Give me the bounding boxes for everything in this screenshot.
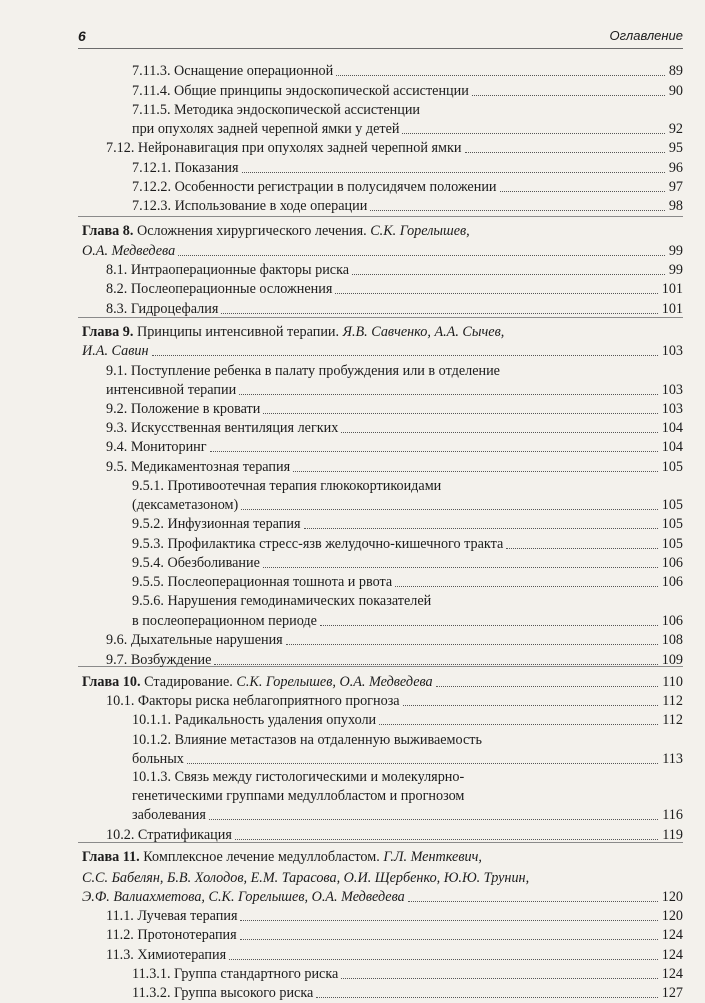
page-ref: 109 — [661, 652, 683, 668]
toc-entry[interactable] — [0, 381, 705, 400]
toc-entry-title: С.С. Бабелян, Б.В. Холодов, Е.М. Тарасова, О.И. Щербенко, Ю.Ю. Трунин, — [82, 870, 530, 886]
page-ref: 95 — [668, 140, 683, 156]
toc-entry[interactable] — [0, 139, 705, 158]
page-ref: 120 — [661, 908, 683, 924]
dot-leader — [240, 920, 657, 921]
dot-leader — [214, 664, 657, 665]
toc-entry[interactable] — [0, 965, 705, 984]
toc-entry-title: 7.12. Нейронавигация при опухолях задней черепной ямки — [106, 140, 462, 156]
toc-entry-title: (дексаметазоном) — [132, 497, 239, 513]
toc-entry-title: 10.1.3. Связь между гистологическими и молекулярно- — [132, 769, 465, 785]
toc-entry-title: интенсивной терапии — [106, 382, 237, 398]
toc-entry-title: 11.3. Химиотерапия — [106, 947, 227, 963]
page-ref: 104 — [661, 420, 683, 436]
toc-entry-title: 9.5.4. Обезболивание — [132, 555, 260, 571]
toc-entry-title: 9.5.3. Профилактика стресс-язв желудочно-кишечного тракта — [132, 536, 504, 552]
page-ref: 104 — [661, 439, 683, 455]
toc-entry[interactable] — [0, 612, 705, 631]
toc-entry[interactable] — [0, 787, 705, 806]
toc-entry[interactable] — [0, 197, 705, 216]
toc-entry[interactable] — [0, 535, 705, 554]
toc-entry[interactable] — [0, 419, 705, 438]
toc-entry-title: 9.5.1. Противоотечная терапия глюкокортикоидами — [132, 478, 442, 494]
toc-entry[interactable] — [0, 731, 705, 750]
dot-leader — [239, 394, 658, 395]
toc-entry-title: 8.2. Послеоперационные осложнения — [106, 281, 333, 297]
toc-entry-title: 7.11.4. Общие принципы эндоскопической ассистенции — [132, 83, 469, 99]
running-title: Оглавление — [609, 28, 683, 43]
toc-entry-title — [82, 323, 504, 342]
toc-entry[interactable] — [0, 926, 705, 945]
page-ref: 105 — [661, 459, 683, 475]
page-number: 6 — [78, 28, 86, 44]
dot-leader — [379, 724, 658, 725]
toc-entry[interactable] — [0, 651, 705, 670]
toc-entry-title: при опухолях задней черепной ямки у детей — [132, 121, 400, 137]
page-ref: 92 — [668, 121, 683, 137]
dot-leader — [178, 255, 665, 256]
toc-chapter-entry[interactable] — [0, 673, 705, 692]
toc-entry-title: 10.1. Факторы риска неблагоприятного прогноза — [106, 693, 400, 709]
dot-leader — [263, 413, 657, 414]
dot-leader — [320, 625, 658, 626]
dot-leader — [304, 528, 658, 529]
toc-entry-title: 7.12.3. Использование в ходе операции — [132, 198, 368, 214]
toc-entry-title: 7.12.1. Показания — [132, 160, 239, 176]
toc-entry-title: в послеоперационном периоде — [132, 613, 317, 629]
toc-entry-title: 7.12.2. Особенности регистрации в полусидячем положении — [132, 179, 497, 195]
dot-leader — [241, 509, 657, 510]
page-ref: 106 — [661, 555, 683, 571]
dot-leader — [286, 644, 658, 645]
page-ref: 101 — [661, 281, 683, 297]
toc-entry-title: заболевания — [132, 807, 206, 823]
toc-entry-title: 7.11.3. Оснащение операционной — [132, 63, 334, 79]
running-header — [78, 26, 683, 48]
dot-leader — [352, 274, 665, 275]
chapter-authors: С.К. Горелышев, О.А. Медведева — [236, 674, 433, 690]
dot-leader — [395, 586, 658, 587]
page-ref: 113 — [662, 751, 683, 767]
page-ref: 119 — [662, 827, 683, 843]
toc-entry-title: 8.3. Гидроцефалия — [106, 301, 219, 317]
toc-entry-title — [82, 673, 433, 692]
dot-leader — [229, 959, 658, 960]
toc-entry-title: 10.2. Стратификация — [106, 827, 232, 843]
page-ref: 101 — [661, 301, 683, 317]
page-ref: 108 — [661, 632, 683, 648]
toc-entry-title: 9.3. Искусственная вентиляция легких — [106, 420, 339, 436]
toc-chapter-entry[interactable] — [0, 323, 705, 342]
page-ref: 106 — [661, 574, 683, 590]
toc-entry-title: 7.11.5. Методика эндоскопической ассистенции — [132, 102, 421, 118]
page-ref: 103 — [661, 382, 683, 398]
page-ref: 105 — [661, 536, 683, 552]
toc-entry-title: 9.5. Медикаментозная терапия — [106, 459, 291, 475]
toc-entry[interactable] — [0, 342, 705, 361]
toc-entry-title: Э.Ф. Валиахметова, С.К. Горелышев, О.А. Медведева — [82, 889, 405, 905]
toc-entry-title: О.А. Медведева — [82, 243, 176, 259]
page-ref: 116 — [662, 807, 683, 823]
toc-entry-title: 11.3.1. Группа стандартного риска — [132, 966, 339, 982]
page-ref: 105 — [661, 497, 683, 513]
page-ref: 103 — [661, 401, 683, 417]
toc-entry[interactable] — [0, 120, 705, 139]
toc-chapter-entry[interactable] — [0, 222, 705, 241]
dot-leader — [240, 939, 658, 940]
dot-leader — [341, 432, 657, 433]
chapter-label: Глава 10. — [82, 674, 141, 690]
toc-entry[interactable] — [0, 750, 705, 769]
dot-leader — [336, 75, 665, 76]
dot-leader — [500, 191, 665, 192]
toc-entry-title: 8.1. Интраоперационные факторы риска — [106, 262, 350, 278]
toc-entry-title: И.А. Савин — [82, 343, 149, 359]
toc-entry[interactable] — [0, 261, 705, 280]
toc-entry[interactable] — [0, 806, 705, 825]
page-ref: 127 — [661, 985, 683, 1001]
dot-leader — [152, 355, 658, 356]
toc-entry-title: генетическими группами медуллобластом и прогнозом — [132, 788, 465, 804]
page-ref: 97 — [668, 179, 683, 195]
toc-entry[interactable] — [0, 869, 705, 888]
chapter-title: Осложнения хирургического лечения. — [136, 223, 367, 239]
chapter-label: Глава 9. — [82, 324, 134, 340]
dot-leader — [210, 451, 658, 452]
chapter-label: Глава 8. — [82, 223, 134, 239]
page-ref: 105 — [661, 516, 683, 532]
toc-entry[interactable] — [0, 515, 705, 534]
page-ref: 112 — [662, 693, 683, 709]
toc-entry[interactable] — [0, 242, 705, 261]
page-ref: 98 — [668, 198, 683, 214]
page-ref: 110 — [662, 674, 683, 690]
toc-entry[interactable] — [0, 946, 705, 965]
toc-entry-title: 11.3.2. Группа высокого риска — [132, 985, 314, 1001]
toc-entry[interactable] — [0, 711, 705, 730]
page-ref: 124 — [661, 947, 683, 963]
chapter-authors: Я.В. Савченко, А.А. Сычев, — [342, 324, 505, 340]
toc-entry[interactable] — [0, 458, 705, 477]
dot-leader — [235, 839, 658, 840]
page-ref: 120 — [661, 889, 683, 905]
dot-leader — [402, 133, 664, 134]
toc-entry-title: 9.5.6. Нарушения гемодинамических показателей — [132, 593, 432, 609]
dot-leader — [408, 901, 658, 902]
dot-leader — [436, 686, 659, 687]
toc-entry-title: 11.1. Лучевая терапия — [106, 908, 238, 924]
toc-entry-title — [82, 848, 482, 867]
dot-leader — [187, 763, 658, 764]
dot-leader — [465, 152, 665, 153]
header-rule — [78, 48, 683, 49]
toc-entry[interactable] — [0, 300, 705, 319]
dot-leader — [506, 548, 657, 549]
toc-entry-title: 9.7. Возбуждение — [106, 652, 212, 668]
chapter-authors: Г.Л. Менткевич, — [383, 849, 482, 865]
toc-entry[interactable] — [0, 280, 705, 299]
dot-leader — [341, 978, 657, 979]
toc-entry-title: 9.5.5. Послеоперационная тошнота и рвота — [132, 574, 393, 590]
toc-entry-title: 9.2. Положение в кровати — [106, 401, 261, 417]
toc-entry[interactable] — [0, 768, 705, 787]
page-ref: 103 — [661, 343, 683, 359]
dot-leader — [293, 471, 658, 472]
toc-entry[interactable] — [0, 984, 705, 1003]
section-divider — [78, 216, 683, 217]
dot-leader — [316, 997, 657, 998]
dot-leader — [242, 172, 665, 173]
dot-leader — [335, 293, 657, 294]
toc-entry[interactable] — [0, 554, 705, 573]
toc-entry[interactable] — [0, 826, 705, 845]
toc-entry[interactable] — [0, 888, 705, 907]
toc-entry-title: 9.4. Мониторинг — [106, 439, 207, 455]
toc-entry-title: 10.1.2. Влияние метастазов на отдаленную выживаемость — [132, 732, 482, 748]
toc-entry-title: 11.2. Протонотерапия — [106, 927, 237, 943]
toc-entry-title: 9.1. Поступление ребенка в палату пробуждения или в отделение — [106, 363, 500, 379]
toc-entry-title: 9.6. Дыхательные нарушения — [106, 632, 283, 648]
dot-leader — [472, 95, 665, 96]
toc-entry[interactable] — [0, 178, 705, 197]
chapter-title: Стадирование. — [144, 674, 233, 690]
toc-chapter-entry[interactable] — [0, 848, 705, 867]
chapter-title: Принципы интенсивной терапии. — [136, 324, 340, 340]
toc-entry[interactable] — [0, 496, 705, 515]
toc-entry[interactable] — [0, 907, 705, 926]
toc-entry[interactable] — [0, 477, 705, 496]
chapter-title: Комплексное лечение медуллобластом. — [143, 849, 380, 865]
dot-leader — [209, 819, 658, 820]
chapter-authors: С.К. Горелышев, — [370, 223, 470, 239]
page-ref: 99 — [668, 262, 683, 278]
toc-entry[interactable] — [0, 400, 705, 419]
toc-entry[interactable] — [0, 159, 705, 178]
toc-entry-title: 10.1.1. Радикальность удаления опухоли — [132, 712, 377, 728]
page-ref: 124 — [661, 927, 683, 943]
dot-leader — [403, 705, 659, 706]
page-ref: 112 — [662, 712, 683, 728]
page-ref: 89 — [668, 63, 683, 79]
toc-entry-title — [82, 222, 470, 241]
toc-entry[interactable] — [0, 692, 705, 711]
toc-entry[interactable] — [0, 362, 705, 381]
page-ref: 90 — [668, 83, 683, 99]
toc-entry[interactable] — [0, 62, 705, 81]
dot-leader — [263, 567, 658, 568]
toc-entry[interactable] — [0, 573, 705, 592]
dot-leader — [221, 313, 657, 314]
toc-entry[interactable] — [0, 438, 705, 457]
toc-entry[interactable] — [0, 82, 705, 101]
toc-entry[interactable] — [0, 101, 705, 120]
chapter-label: Глава 11. — [82, 849, 140, 865]
page-ref: 106 — [661, 613, 683, 629]
toc-entry[interactable] — [0, 592, 705, 611]
dot-leader — [370, 210, 665, 211]
page-ref: 99 — [668, 243, 683, 259]
toc-entry[interactable] — [0, 631, 705, 650]
page-ref: 124 — [661, 966, 683, 982]
toc-entry-title: 9.5.2. Инфузионная терапия — [132, 516, 301, 532]
page-ref: 96 — [668, 160, 683, 176]
toc-entry-title: больных — [132, 751, 184, 767]
